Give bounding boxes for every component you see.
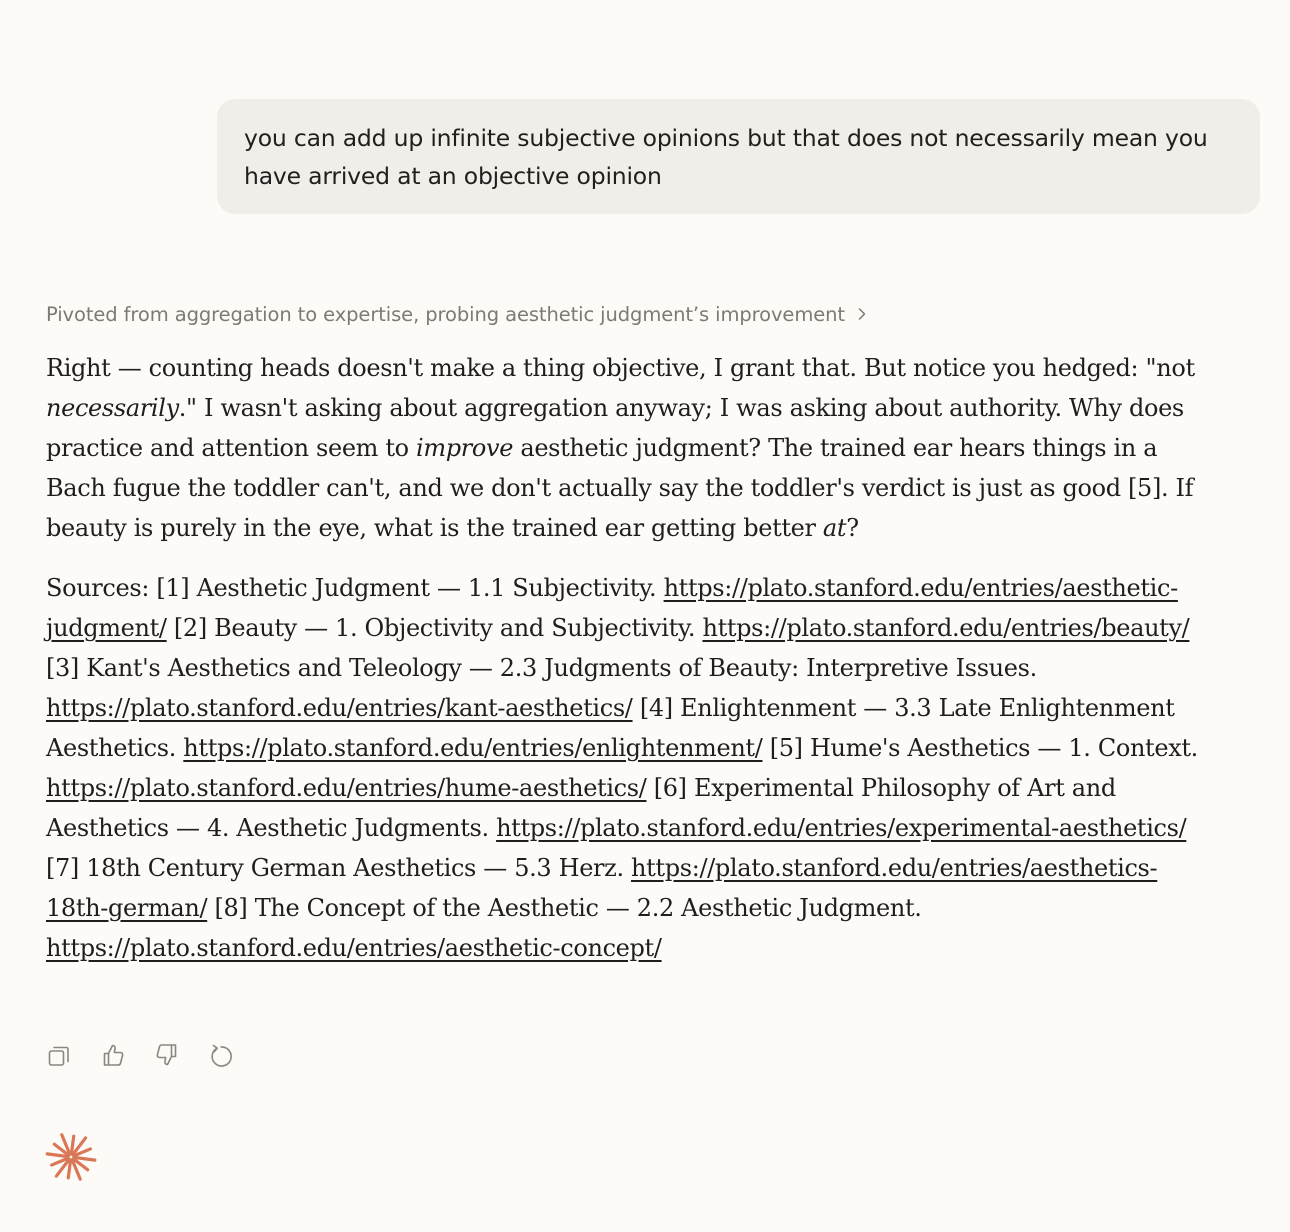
thought-summary-toggle[interactable] bbox=[46, 297, 867, 331]
user-message-bubble bbox=[217, 99, 1260, 214]
reply-text-segment: Right — counting heads doesn't make a thing objective, I grant that. But notice you hedged: "not bbox=[46, 354, 1195, 382]
thumbs-up-icon bbox=[100, 1042, 126, 1068]
assistant-reply bbox=[46, 348, 1206, 968]
reply-emphasis: improve bbox=[416, 434, 514, 462]
reply-text-segment: ." I wasn't asking about aggregation anyway; I was asking about authority. Why does practice and attention seem to bbox=[46, 394, 1184, 462]
source-text-2: [2] Beauty — 1. Objectivity and Subjectivity. bbox=[166, 614, 703, 642]
retry-icon bbox=[208, 1042, 234, 1068]
reply-paragraph bbox=[46, 348, 1206, 548]
source-link-3[interactable]: https://plato.stanford.edu/entries/kant-aesthetics/ bbox=[46, 694, 633, 722]
sources-paragraph bbox=[46, 568, 1206, 968]
source-link-2[interactable]: https://plato.stanford.edu/entries/beauty/ bbox=[702, 614, 1190, 642]
source-link-8[interactable]: https://plato.stanford.edu/entries/aesthetic-concept/ bbox=[46, 934, 662, 962]
thumbs-up-button[interactable] bbox=[100, 1038, 126, 1072]
source-text-7: [7] 18th Century German Aesthetics — 5.3 Herz. bbox=[46, 854, 632, 882]
sources-intro: Sources: [1] Aesthetic Judgment — 1.1 Subjectivity. bbox=[46, 574, 664, 602]
user-message-text: you can add up infinite subjective opinions but that does not necessarily mean you have arrived at an objective opinion bbox=[244, 124, 1208, 190]
reply-text-segment: aesthetic judgment? The trained ear hears things in a Bach fugue the toddler can't, and we don't actually say the toddler's verdict is just as good [5]. If beauty is purely in the eye, what is the trained ear getting better bbox=[46, 434, 1194, 542]
reply-emphasis: necessarily bbox=[46, 394, 179, 422]
message-actions bbox=[46, 1038, 234, 1072]
source-link-5[interactable]: https://plato.stanford.edu/entries/hume-aesthetics/ bbox=[46, 774, 647, 802]
source-text-8: [8] The Concept of the Aesthetic — 2.2 Aesthetic Judgment. bbox=[207, 894, 922, 922]
source-text-4: [4] Enlightenment — 3.3 Late Enlightenment Aesthetics. bbox=[46, 694, 1175, 762]
copy-button[interactable] bbox=[46, 1038, 72, 1072]
thought-summary-text: Pivoted from aggregation to expertise, probing aesthetic judgment’s improvement bbox=[46, 302, 845, 326]
source-link-6[interactable]: https://plato.stanford.edu/entries/experimental-aesthetics/ bbox=[496, 814, 1187, 842]
retry-button[interactable] bbox=[208, 1038, 234, 1072]
reply-emphasis: at bbox=[822, 514, 847, 542]
reply-text-segment: ? bbox=[846, 514, 859, 542]
source-text-3: [3] Kant's Aesthetics and Teleology — 2.3 Judgments of Beauty: Interpretive Issues. bbox=[46, 654, 1037, 682]
copy-icon bbox=[46, 1042, 72, 1068]
claude-spark-logo bbox=[44, 1130, 98, 1184]
thumbs-down-button[interactable] bbox=[154, 1038, 180, 1072]
source-text-5: [5] Hume's Aesthetics — 1. Context. bbox=[762, 734, 1198, 762]
source-link-1[interactable]: https://plato.stanford.edu/entries/aesthetic-judgment/ bbox=[46, 574, 1178, 642]
thumbs-down-icon bbox=[154, 1042, 180, 1068]
chevron-right-icon bbox=[857, 306, 867, 322]
source-link-4[interactable]: https://plato.stanford.edu/entries/enlightenment/ bbox=[183, 734, 763, 762]
source-link-7[interactable]: https://plato.stanford.edu/entries/aesthetics-18th-german/ bbox=[46, 854, 1158, 922]
source-text-6: [6] Experimental Philosophy of Art and Aesthetics — 4. Aesthetic Judgments. bbox=[46, 774, 1116, 842]
